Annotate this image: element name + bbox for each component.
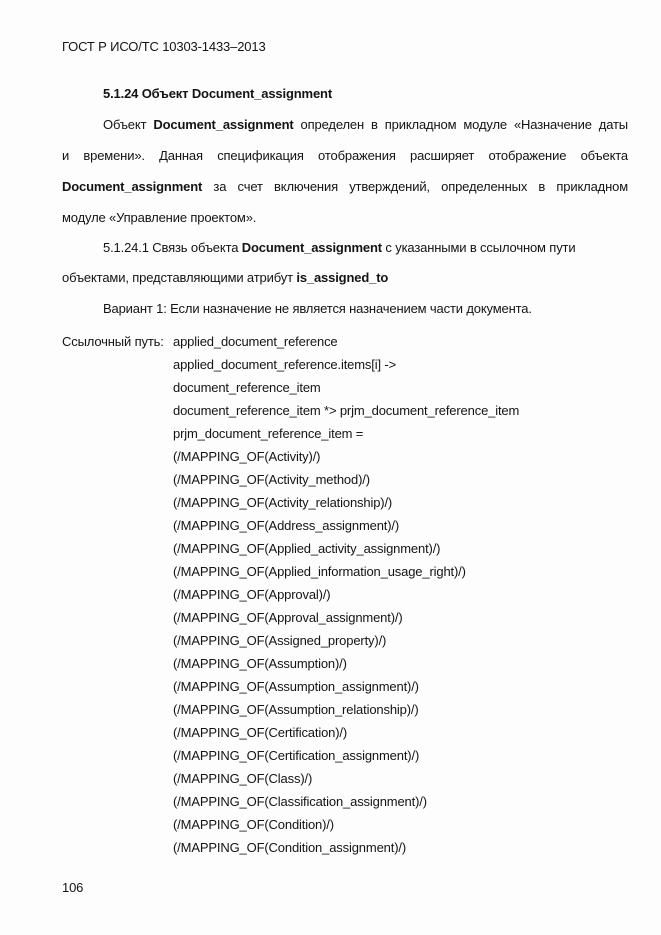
text: объектами, представляющими атрибут [62, 270, 297, 285]
path-line: (/MAPPING_OF(Applied_information_usage_right)/) [173, 564, 466, 579]
entity-name: Document_assignment [241, 240, 382, 255]
path-line: (/MAPPING_OF(Class)/) [173, 771, 313, 786]
text: за счет включения утверждений, определенных в прикладном [202, 179, 628, 194]
variant-text: Вариант 1: Если назначение не является назначением части документа. [103, 301, 532, 316]
path-line: document_reference_item [173, 380, 321, 395]
path-line: applied_document_reference [173, 334, 338, 349]
text: с указанными в ссылочном пути [381, 240, 576, 255]
path-line: (/MAPPING_OF(Assigned_property)/) [173, 633, 387, 648]
path-line: (/MAPPING_OF(Classification_assignment)/) [173, 794, 427, 809]
entity-name: Document_assignment [153, 117, 294, 132]
path-line: document_reference_item *> prjm_document_reference_item [173, 403, 520, 418]
path-line: (/MAPPING_OF(Address_assignment)/) [173, 518, 400, 533]
path-line: (/MAPPING_OF(Approval_assignment)/) [173, 610, 403, 625]
text: 5.1.24.1 Связь объекта [103, 240, 242, 255]
path-line: (/MAPPING_OF(Certification_assignment)/) [173, 748, 420, 763]
section-heading: 5.1.24 Объект Document_assignment [103, 86, 332, 101]
paragraph-line: и времени». Данная спецификация отображения расширяет отображение объекта [62, 148, 628, 163]
path-line: applied_document_reference.items[i] -> [173, 357, 397, 372]
subsection-heading-line [103, 240, 575, 255]
paragraph-line: модуле «Управление проектом». [62, 210, 257, 225]
paragraph-line [103, 117, 628, 132]
path-line: (/MAPPING_OF(Assumption_assignment)/) [173, 679, 419, 694]
path-line: (/MAPPING_OF(Certification)/) [173, 725, 348, 740]
attribute-name: is_assigned_to [296, 270, 389, 285]
path-line: (/MAPPING_OF(Approval)/) [173, 587, 331, 602]
path-line: (/MAPPING_OF(Assumption_relationship)/) [173, 702, 419, 717]
path-line: (/MAPPING_OF(Activity_relationship)/) [173, 495, 393, 510]
path-line: prjm_document_reference_item = [173, 426, 364, 441]
entity-name: Document_assignment [62, 179, 203, 194]
page-number: 106 [62, 880, 84, 895]
path-line: (/MAPPING_OF(Assumption)/) [173, 656, 347, 671]
paragraph-line [62, 179, 628, 194]
path-line: (/MAPPING_OF(Applied_activity_assignment)/) [173, 541, 441, 556]
text: Объект [103, 117, 154, 132]
reference-path-label: Ссылочный путь: [62, 334, 164, 349]
text: определен в прикладном модуле «Назначение даты [293, 117, 628, 132]
path-line: (/MAPPING_OF(Condition_assignment)/) [173, 840, 407, 855]
path-line: (/MAPPING_OF(Activity)/) [173, 449, 321, 464]
path-line: (/MAPPING_OF(Condition)/) [173, 817, 334, 832]
path-line: (/MAPPING_OF(Activity_method)/) [173, 472, 370, 487]
subsection-heading-line [62, 270, 388, 285]
document-header: ГОСТ Р ИСО/ТС 10303-1433–2013 [62, 39, 266, 54]
